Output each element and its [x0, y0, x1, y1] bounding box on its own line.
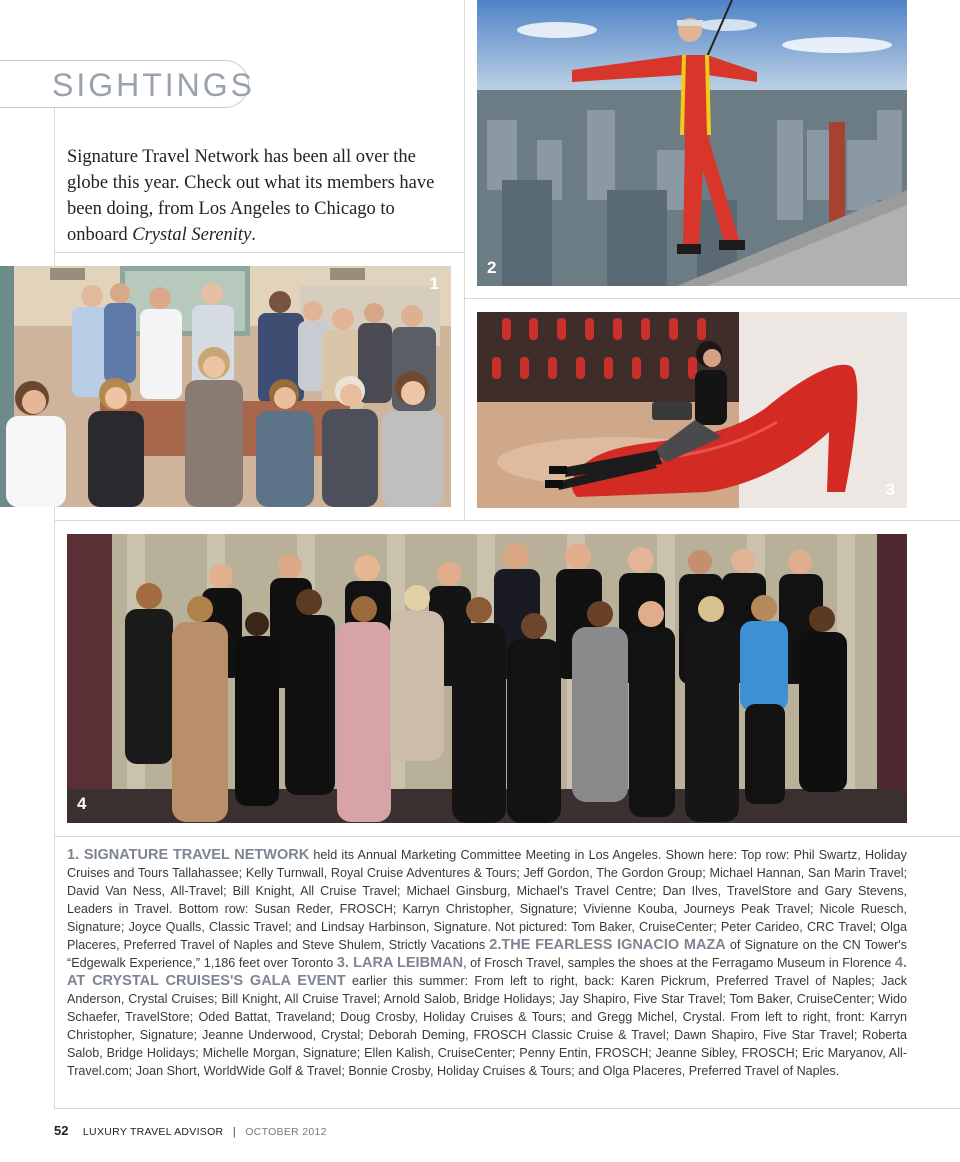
caption-heading-4: 4. AT CRYSTAL CRUISES'S GALA EVENT — [67, 955, 908, 989]
caption-heading-3: 3. LARA LEIBMAN — [336, 955, 464, 971]
photo-row-rule — [54, 520, 960, 521]
page-number: 52 — [54, 1123, 69, 1138]
photo-3-number: 3 — [885, 480, 895, 499]
intro-period: . — [251, 225, 256, 245]
photo-2-illustration — [477, 0, 907, 286]
intro-text: Signature Travel Network has been all over the globe this year. Check out what its members have been doing, from Los Angeles to Chicago to onboard — [67, 147, 435, 245]
footer-separator: | — [232, 1126, 236, 1138]
page-footer — [54, 1122, 327, 1140]
intro-paragraph — [67, 144, 452, 248]
photo-2-edgewalk — [477, 0, 907, 286]
intro-ship-name: Crystal Serenity — [132, 225, 252, 245]
left-margin-rule — [54, 108, 55, 1108]
section-title: SIGHTINGS — [52, 67, 256, 103]
photo-4-illustration — [67, 534, 907, 823]
photo-3-red-shoe — [477, 312, 907, 508]
caption-heading-2: 2.THE FEARLESS IGNACIO MAZA — [489, 937, 726, 953]
photo-2-number: 2 — [487, 258, 497, 277]
intro-bottom-rule — [54, 252, 464, 253]
photo-3-illustration — [477, 312, 907, 508]
caption-top-rule — [54, 836, 960, 837]
column-divider — [464, 0, 465, 520]
photo-1-illustration — [0, 266, 451, 507]
photo-caption — [67, 846, 907, 1080]
photo-4-number: 4 — [77, 794, 87, 813]
photo-1-group — [0, 266, 451, 507]
caption-text-3: , of Frosch Travel, samples the shoes at the Ferragamo Museum in Florence — [463, 956, 895, 970]
caption-text-1: held its Annual Marketing Committee Meeting in Los Angeles. Shown here: Top row: Phil Swartz, Holiday Cruises and Tours Tallahassee; Kelly Turnwall, Royal Cruise Adventures & Tours; Jeff Gordon, The Gordon Group; Michael Hannan, San Marin Travel; David Van Ness, All-Travel; Bill Knight, All Cruise Travel; Michael Ginsburg, Michael's Travel Centre; Dan Ilves, TravelStore and Gary Stevens, Leaders in Travel. Bottom row: Susan Reder, FROSCH; Karryn Christopher, Signature; Vivienne Kouba, Journeys Peak Travel; Nicole Ruesch, Signature; Joyce Qualls, Classic Travel; and Lindsay Harbinson, Signature. Not pictured: Tom Baker, CruiseCenter; Peter Carideo, CRC Travel; Olga Placeres, Preferred Travel of Naples and Steve Shulem, Strictly Vacations — [67, 848, 907, 952]
photo-4-gala-group — [67, 534, 907, 823]
caption-text-4: earlier this summer: From left to right, back: Karen Pickrum, Preferred Travel of Naples; Jack Anderson, Crystal Cruises; Bill Knight, All Cruise Travel; Arnold Salob, Bridge Holidays; Jay Shapiro, Five Star Travel; Tom Baker, CruiseCenter; Wido Schaefer, TravelStore; Oded Battat, Traveland; Doug Crosby, Holiday Cruises & Tours; and Gregg Michel, Crystal. From left to right, front: Karryn Christopher, Signature; Jeanne Underwood, Crystal; Deborah Deming, FROSCH Classic Cruise & Travel; Dawn Shapiro, Five Star Travel; Roberta Salob, Bridge Holidays; Michelle Morgan, Signature; Ellen Kalish, CruiseCenter; Penny Entin, FROSCH; Jeanne Sibley, FROSCH; Eric Maryanov, All-Travel.com; Joan Short, WorldWide Golf & Travel; Bonnie Crosby, Holiday Cruises & Tours; and Olga Placeres, Preferred Travel of Naples. — [67, 974, 907, 1078]
issue-date: OCTOBER 2012 — [245, 1126, 327, 1138]
right-column-rule — [464, 298, 960, 299]
footer-rule — [54, 1108, 960, 1109]
caption-heading-1: 1. SIGNATURE TRAVEL NETWORK — [67, 847, 310, 863]
photo-1-number: 1 — [429, 274, 439, 293]
caption-text-2: of Signature on the CN Tower's “Edgewalk Experience,” 1,186 feet over Toronto — [67, 938, 907, 970]
magazine-name: LUXURY TRAVEL ADVISOR — [82, 1126, 224, 1138]
